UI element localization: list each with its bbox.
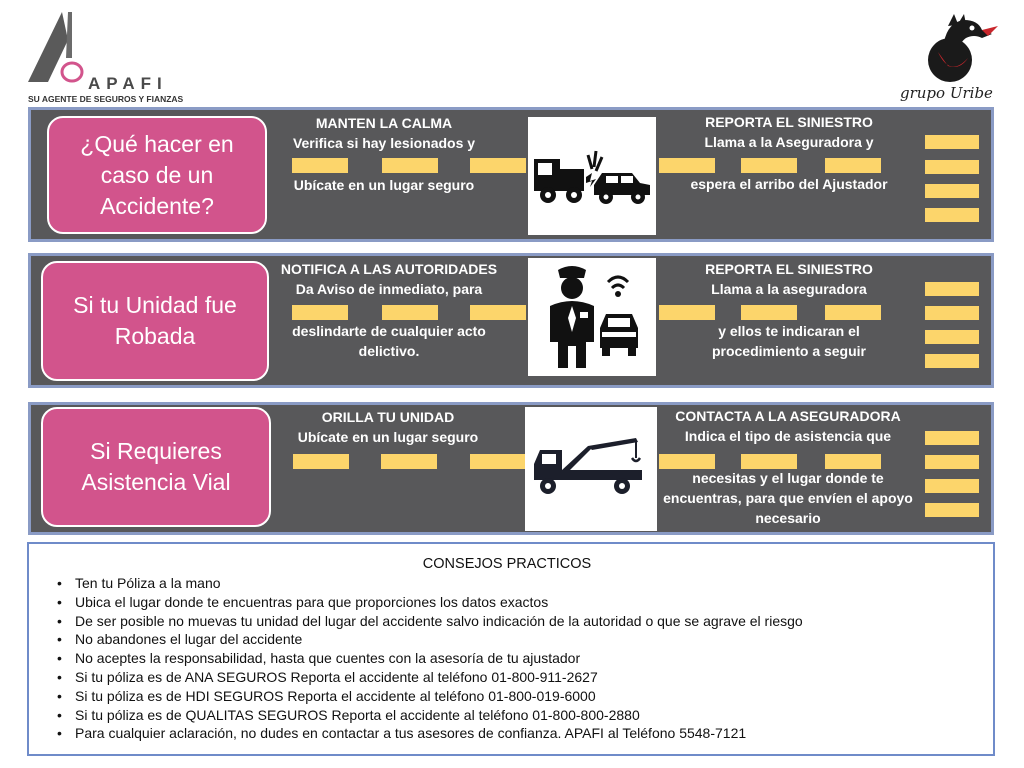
road-dash — [925, 306, 979, 320]
step-line1: Llama a la Aseguradora y — [704, 134, 874, 150]
tips-title: CONSEJOS PRACTICOS — [422, 556, 592, 572]
list-item: • No aceptes la responsabilidad, hasta que cuentes con la asesoría de tu ajustador — [53, 649, 993, 668]
road-dash — [925, 330, 979, 344]
accident-panel — [28, 107, 994, 242]
road-dash — [925, 135, 979, 149]
list-item: • Ubica el lugar donde te encuentras para que proporciones los datos exactos — [53, 593, 993, 612]
step-title: ORILLA TU UNIDAD — [321, 409, 455, 425]
tow-truck-icon-box — [525, 407, 657, 531]
step-line2: necesitas y el lugar donde te encuentras, para que envíen el apoyo necesario — [663, 470, 913, 526]
road-dash — [470, 158, 526, 173]
police-officer-icon — [542, 262, 642, 372]
road-dash — [925, 503, 979, 517]
accident-heading: ¿Qué hacer en caso de un Accidente? — [47, 116, 267, 234]
step-title: MANTEN LA CALMA — [315, 115, 453, 131]
list-item: • No abandones el lugar del accidente — [53, 630, 993, 649]
grupo-uribe-logo — [898, 12, 1010, 102]
accident-right-step — [683, 112, 895, 194]
tow-truck-icon — [532, 434, 650, 504]
step-line2: deslindarte de cualquier acto delictivo. — [292, 323, 486, 359]
apafi-tagline: SU AGENTE DE SEGUROS Y FIANZAS — [28, 94, 184, 104]
dragon-icon — [908, 12, 1000, 86]
road-dash — [925, 184, 979, 198]
theft-heading: Si tu Unidad fue Robada — [41, 261, 269, 381]
roadside-right-step — [663, 406, 913, 528]
list-item: • Si tu póliza es de HDI SEGUROS Reporta el accidente al teléfono 01-800-019-6000 — [53, 687, 993, 706]
road-dash — [292, 158, 348, 173]
road-dash — [382, 158, 438, 173]
step-line1: Llama a la aseguradora — [711, 281, 867, 297]
road-dash — [382, 305, 438, 320]
step-title: REPORTA EL SINIESTRO — [705, 261, 873, 277]
step-line1: Verifica si hay lesionados y — [292, 135, 476, 151]
road-dash — [925, 160, 979, 174]
step-line2: y ellos te indicaran el procedimiento a seguir — [711, 323, 867, 359]
police-icon-box — [528, 258, 656, 376]
step-line2: espera el arribo del Ajustador — [690, 176, 888, 192]
car-crash-icon-box — [528, 117, 656, 235]
roadside-left-step — [275, 407, 501, 447]
road-dash — [925, 208, 979, 222]
tips-list — [53, 574, 993, 743]
list-item: • Si tu póliza es de QUALITAS SEGUROS Reporta el accidente al teléfono 01-800-800-2880 — [53, 706, 993, 725]
step-line2: Ubícate en un lugar seguro — [293, 177, 475, 193]
theft-panel — [28, 253, 994, 388]
roadside-heading: Si Requieres Asistencia Vial — [41, 407, 271, 527]
roadside-panel — [28, 402, 994, 535]
road-dash — [925, 431, 979, 445]
apafi-triangle-icon — [26, 12, 96, 96]
road-dash — [925, 354, 979, 368]
step-line1: Da Aviso de inmediato, para — [295, 281, 483, 297]
accident-left-step — [271, 113, 497, 195]
road-dash — [381, 454, 437, 469]
step-title: NOTIFICA A LAS AUTORIDADES — [280, 261, 498, 277]
road-dash — [925, 455, 979, 469]
road-dash — [470, 454, 526, 469]
step-line1: Ubícate en un lugar seguro — [297, 429, 479, 445]
road-dash — [925, 479, 979, 493]
practical-tips-box — [27, 542, 995, 756]
theft-right-step — [683, 259, 895, 361]
step-line1: Indica el tipo de asistencia que — [684, 428, 892, 444]
step-title: CONTACTA A LA ASEGURADORA — [675, 408, 901, 424]
list-item: • Para cualquier aclaración, no dudes en contactar a tus asesores de confianza. APAFI al Teléfono 5548-7121 — [53, 724, 993, 743]
apafi-wordmark: APAFI — [88, 74, 168, 93]
road-dash — [925, 282, 979, 296]
list-item: • De ser posible no muevas tu unidad del lugar del accidente salvo indicación de la autoridad o que se agrave el riesgo — [53, 612, 993, 631]
grupo-uribe-wordmark: grupo Uribe — [900, 84, 993, 102]
step-title: REPORTA EL SINIESTRO — [705, 114, 873, 130]
road-dash — [292, 305, 348, 320]
road-dash — [470, 305, 526, 320]
list-item: • Si tu póliza es de ANA SEGUROS Reporta el accidente al teléfono 01-800-911-2627 — [53, 668, 993, 687]
list-item: • Ten tu Póliza a la mano — [53, 574, 993, 593]
car-crash-icon — [532, 141, 652, 211]
apafi-logo — [26, 12, 184, 106]
road-dash — [293, 454, 349, 469]
